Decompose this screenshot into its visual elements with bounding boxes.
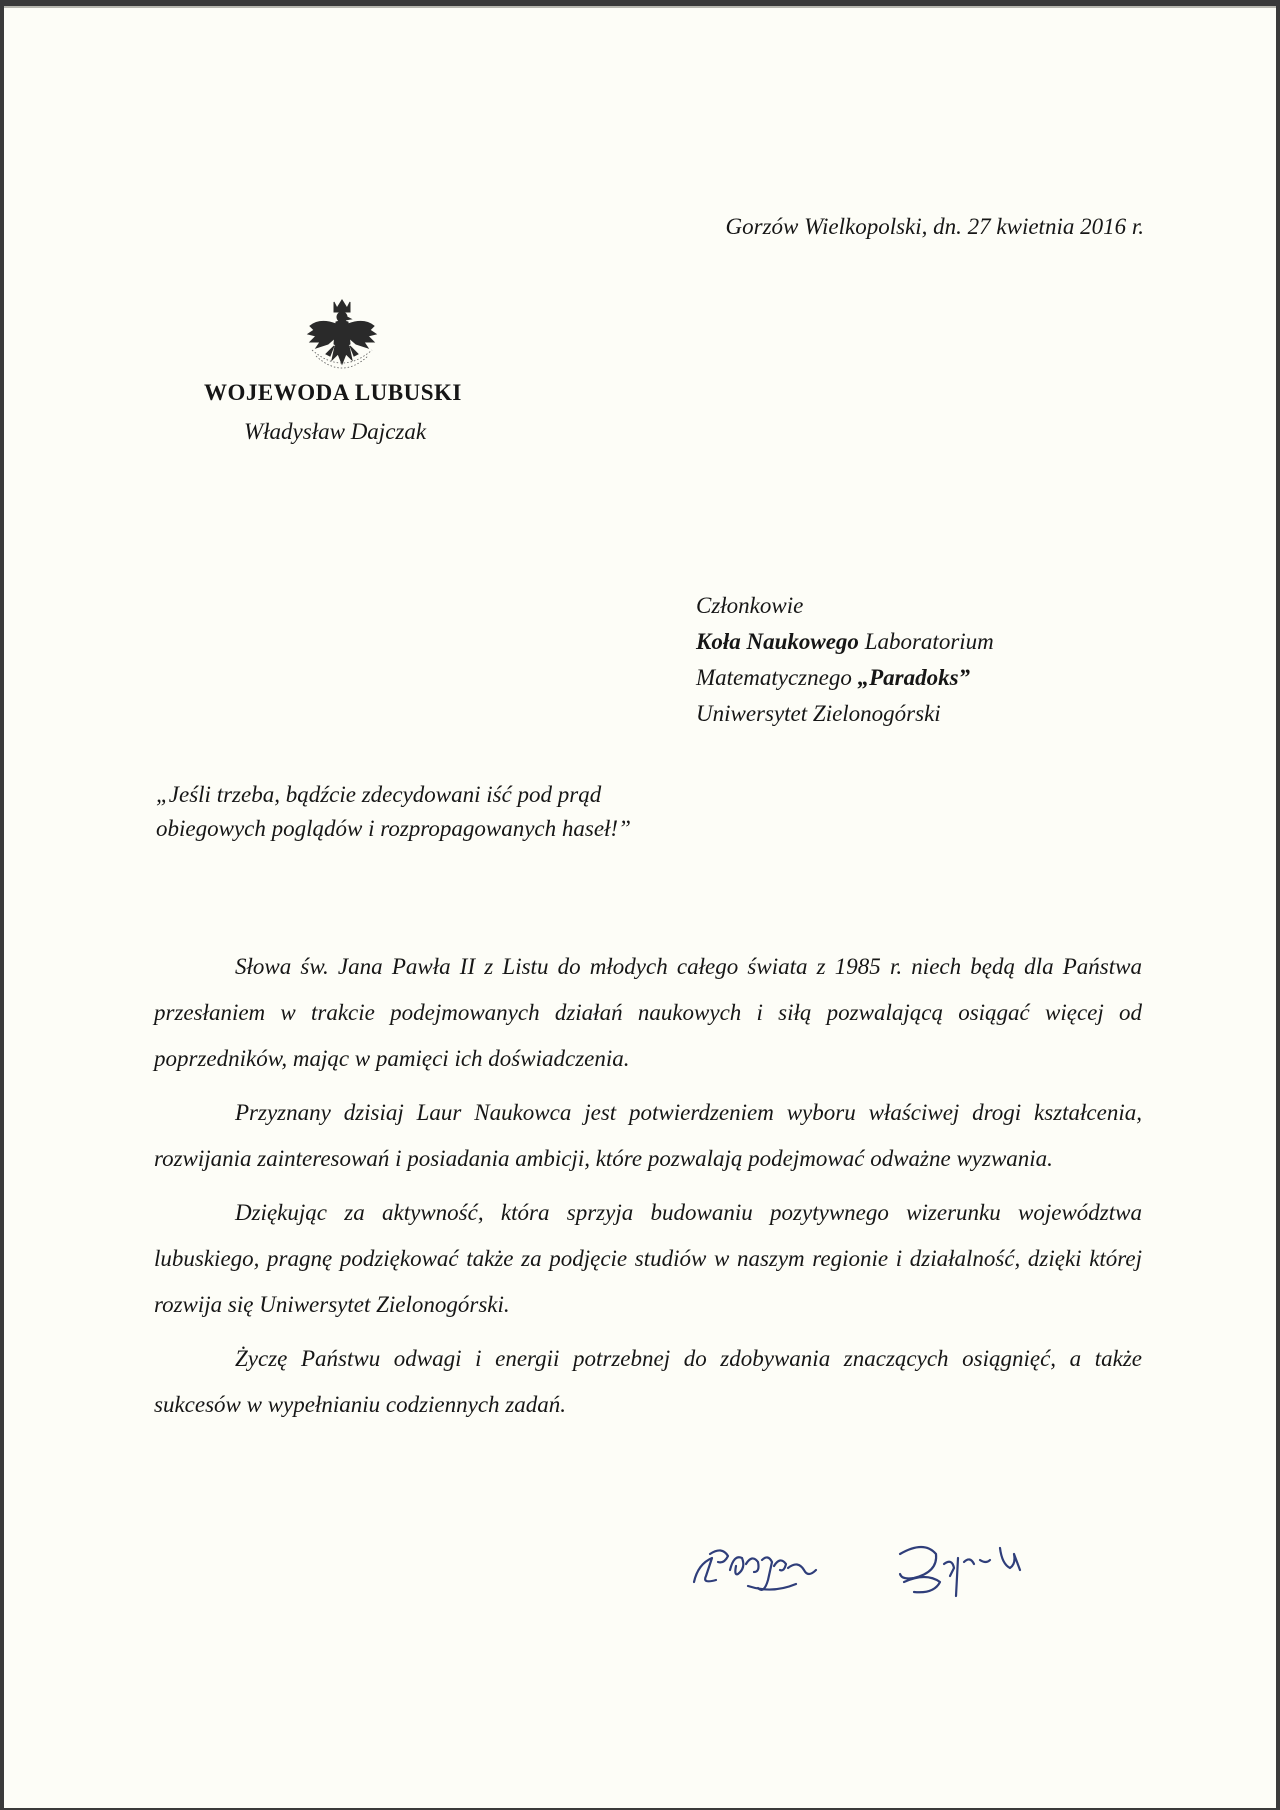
letter-page (4, 6, 1276, 1808)
addressee-line-1: Członkowie (696, 593, 804, 618)
addressee-paradoks: „Paradoks” (857, 665, 971, 690)
addressee-university: Uniwersytet Zielonogórski (696, 701, 941, 726)
motto-quote (156, 778, 631, 846)
addressee-lab-name: Matematycznego (696, 665, 858, 690)
motto-quote-line-2: obiegowych poglądów i rozpropagowanych haseł!” (156, 816, 631, 841)
body-paragraph-1: Słowa św. Jana Pawła II z Listu do młodych całego świata z 1985 r. niech będą dla Państwa przesłaniem w trakcie podejmowanych działań naukowych i siłą pozwalającą osiągać więcej od poprzedników, mając w pamięci ich doświadczenia. (154, 954, 1142, 1071)
body-paragraph-2: Przyznany dzisiaj Laur Naukowca jest potwierdzeniem wyboru właściwej drogi kształcenia, rozwijania zainteresowań i posiadania ambicji, które pozwalają podejmować odważne wyzwania. (154, 1100, 1142, 1171)
handwritten-signature (688, 1524, 1048, 1624)
addressee-club-name: Koła Naukowego (696, 629, 859, 654)
sender-office: WOJEWODA LUBUSKI (204, 380, 462, 405)
addressee-line-4 (696, 696, 994, 732)
motto-quote-line-1: „Jeśli trzeba, bądźcie zdecydowani iść pod prąd (156, 782, 602, 807)
polish-eagle-emblem-icon (304, 296, 380, 376)
sender-name: Władysław Dajczak (244, 419, 427, 444)
addressee-club-name-rest: Laboratorium (858, 629, 994, 654)
body-paragraph-3: Dziękując za aktywność, która sprzyja budowaniu pozytywnego wizerunku województwa lubuskiego, pragnę podziękować także za podjęcie studiów w naszym regionie i działalność, dzięki której rozwija się Uniwersytet Zielonogórski. (154, 1200, 1142, 1317)
page-top-edge (4, 6, 1276, 8)
addressee-line-3 (696, 660, 994, 696)
body-paragraph-4: Życzę Państwu odwagi i energii potrzebnej do zdobywania znaczących osiągnięć, a także sukcesów w wypełnianiu codziennych zadań. (154, 1346, 1142, 1417)
addressee-line-2 (696, 624, 994, 660)
place-and-date: Gorzów Wielkopolski, dn. 27 kwietnia 2016 r. (725, 214, 1144, 239)
addressee-block (696, 588, 994, 732)
letter-body (154, 944, 1142, 1436)
